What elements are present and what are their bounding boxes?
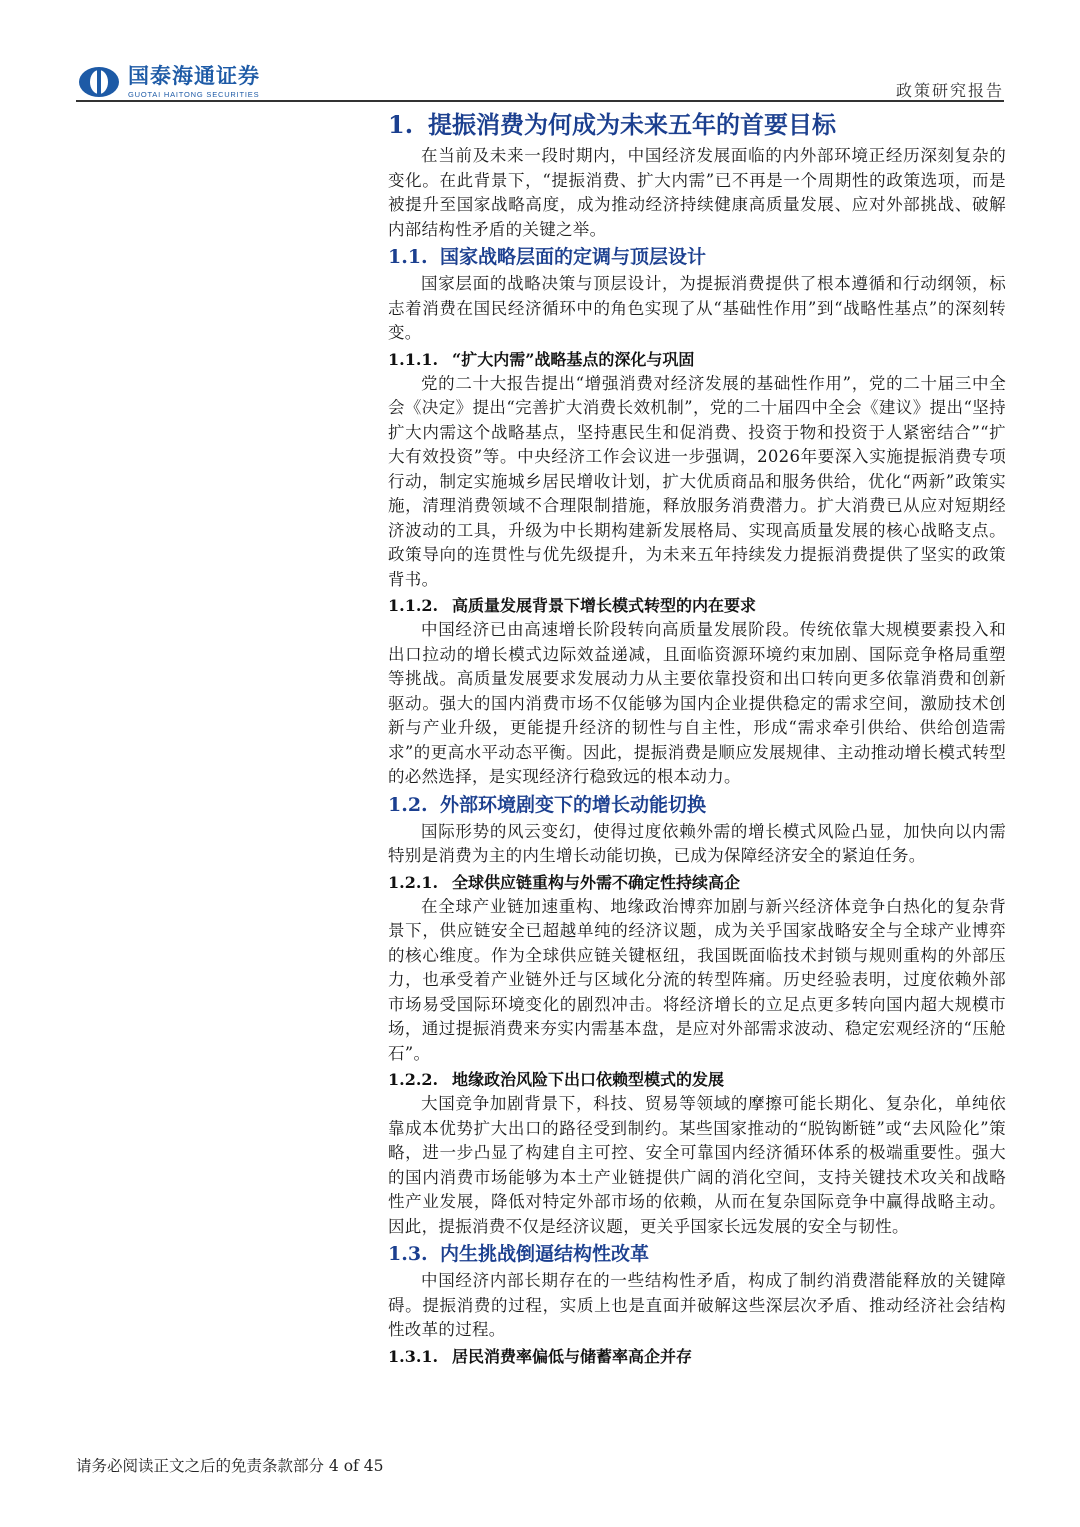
section-number: 1.2.1. [388, 872, 439, 892]
section-number: 1.3. [388, 1243, 428, 1265]
section-number: 1.3.1. [388, 1346, 439, 1366]
section-title: 国家战略层面的定调与顶层设计 [440, 246, 707, 268]
paragraph: 大国竞争加剧背景下，科技、贸易等领域的摩擦可能长期化、复杂化，单纯依靠成本优势扩大出口的路径受到制约。某些国家推动的“脱钩断链”或“去风险化”策略，进一步凸显了构建自主可控、安全可靠国内经济循环体系的极端重要性。强大的国内消费市场能够为本土产业链提供广阔的消化空间，支持关键技术攻关和战略性产业发展，降低对特定外部市场的依赖，从而在复杂国际竞争中赢得战略主动。因此，提振消费不仅是经济议题，更关乎国家长远发展的安全与韧性。 [388, 1094, 1006, 1236]
section-title: 居民消费率偏低与储蓄率高企并存 [452, 1346, 693, 1366]
paragraph: 在当前及未来一段时期内，中国经济发展面临的内外部环境正经历深刻复杂的变化。在此背景下，“提振消费、扩大内需”已不再是一个周期性的政策选项，而是被提升至国家战略高度，成为推动经济持续健康高质量发展、应对外部挑战、破解内部结构性矛盾的关键之举。 [388, 146, 1006, 239]
section-title: 地缘政治风险下出口依赖型模式的发展 [452, 1070, 725, 1089]
section-title: 高质量发展背景下增长模式转型的内在要求 [452, 596, 757, 615]
paragraph: 国际形势的风云变幻，使得过度依赖外需的增长模式风险凸显，加快向以内需特别是消费为主的内生增长动能切换，已成为保障经济安全的紧迫任务。 [388, 821, 1006, 865]
section-title: 外部环境剧变下的增长动能切换 [440, 793, 707, 816]
section-number: 1.2.2. [388, 1070, 439, 1089]
section-title: 内生挑战倒逼结构性改革 [440, 1243, 650, 1265]
page-header [0, 0, 1080, 104]
paragraph: 中国经济内部长期存在的一些结构性矛盾，构成了制约消费潜能释放的关键障碍。提振消费的过程，实质上也是直面并破解这些深层次矛盾、推动经济社会结构性改革的过程。 [388, 1271, 1006, 1339]
section-title: 提振消费为何成为未来五年的首要目标 [428, 110, 836, 139]
logo-name-cn: 国泰海通证券 [128, 64, 260, 88]
page-footer-disclaimer: 请务必阅读正文之后的免责条款部分 4 of 45 [76, 1457, 384, 1475]
section-heading-1-2 [388, 792, 1006, 818]
section-title: 全球供应链重构与外需不确定性持续高企 [452, 872, 741, 892]
logo-name-en: GUOTAI HAITONG SECURITIES [128, 90, 260, 99]
paragraph: 国家层面的战略决策与顶层设计，为提振消费提供了根本遵循和行动纲领，标志着消费在国民经济循环中的角色实现了从“基础性作用”到“战略性基点”的深刻转变。 [388, 274, 1006, 342]
section-heading-1-1-2 [388, 594, 1006, 618]
paragraph: 党的二十大报告提出“增强消费对经济发展的基础性作用”，党的二十届三中全会《决定》提出“完善扩大消费长效机制”，党的二十届四中全会《建议》提出“坚持扩大内需这个战略基点，坚持惠民生和促消费、投资于物和投资于人紧密结合”“扩大有效投资”等。中央经济工作会议进一步强调，2026年要深入实施提振消费专项行动，制定实施城乡居民增收计划，扩大优质商品和服务供给，优化“两新”政策实施，清理消费领域不合理限制措施，释放服务消费潜力。扩大消费已从应对短期经济波动的工具，升级为中长期构建新发展格局、实现高质量发展的核心战略支点。政策导向的连贯性与优先级提升，为未来五年持续发力提振消费提供了坚实的政策背书。 [388, 373, 1006, 589]
section-heading-1-1 [388, 244, 1006, 270]
section-number: 1.1.2. [388, 596, 439, 615]
section-heading-1-3-1 [388, 1345, 1006, 1369]
header-divider [76, 100, 1004, 102]
brand-logo [78, 66, 260, 99]
logo-mark-icon [78, 66, 120, 98]
main-content [388, 110, 1006, 1369]
section-number: 1.1.1. [388, 349, 439, 369]
report-type-label: 政策研究报告 [895, 81, 1004, 100]
section-title: “扩大内需”战略基点的深化与巩固 [452, 349, 695, 369]
section-heading-1-2-2 [388, 1068, 1006, 1092]
section-number: 1.2. [388, 793, 428, 816]
section-heading-1-1-1 [388, 348, 1006, 372]
paragraph: 中国经济已由高速增长阶段转向高质量发展阶段。传统依靠大规模要素投入和出口拉动的增长模式边际效益递减，且面临资源环境约束加剧、国际竞争格局重塑等挑战。高质量发展要求发展动力从主要依靠投资和出口转向更多依靠消费和创新驱动。强大的国内消费市场不仅能够为国内企业提供稳定的需求空间，激励技术创新与产业升级，更能提升经济的韧性与自主性，形成“需求牵引供给、供给创造需求”的更高水平动态平衡。因此，提振消费是顺应发展规律、主动推动增长模式转型的必然选择，是实现经济行稳致远的根本动力。 [388, 620, 1006, 786]
section-number: 1.1. [388, 246, 428, 268]
section-heading-1-3 [388, 1241, 1006, 1267]
section-heading-1 [388, 110, 1006, 140]
paragraph: 在全球产业链加速重构、地缘政治博弈加剧与新兴经济体竞争白热化的复杂背景下，供应链安全已超越单纯的经济议题，成为关乎国家战略安全与全球产业博弈的核心维度。作为全球供应链关键枢纽，我国既面临技术封锁与规则重构的外部压力，也承受着产业链外迁与区域化分流的转型阵痛。历史经验表明，过度依赖外部市场易受国际环境变化的剧烈冲击。将经济增长的立足点更多转向国内超大规模市场，通过提振消费来夯实内需基本盘，是应对外部需求波动、稳定宏观经济的“压舱石”。 [388, 896, 1006, 1063]
section-heading-1-2-1 [388, 871, 1006, 895]
section-number: 1. [388, 110, 414, 139]
